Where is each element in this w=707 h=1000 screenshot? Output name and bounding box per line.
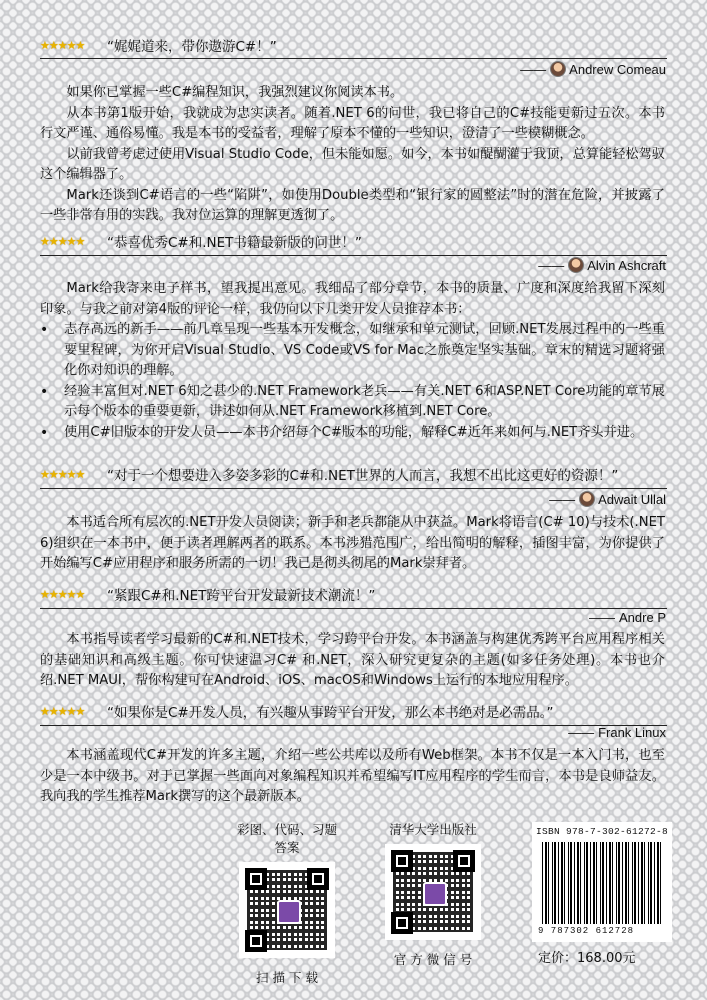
rating-stars: ★★★★★ — [40, 235, 85, 248]
download-qr-block — [232, 820, 342, 986]
rating-stars: ★★★★★ — [40, 588, 85, 601]
divider — [40, 58, 667, 59]
list-item: • 使用C#旧版本的开发人员——本书介绍每个C#版本的功能，解释C#近年来如何与.NET齐头并进。 — [40, 423, 665, 444]
list-item: • 志存高远的新手——前几章呈现一些基本开发概念，如继承和单元测试，回顾.NET发展过程中的一些重要里程碑，为你开启Visual Studio、VS Code或VS for Mac之旅奠定坚实基础。章末的精选习题将强化你对知识的理解。 — [40, 320, 665, 382]
review-body: 本书适合所有层次的.NET开发人员阅读；新手和老兵都能从中获益。Mark将语言(C# 10)与技术(.NET 6)组织在一本书中，便于读者理解两者的联系。本书涉猎范围广，给出简明的解释，插图丰富，为你提供了开始编写C#应用程序和服务所需的一切！我已是彻头彻尾的Mark崇拜者。 — [40, 515, 665, 571]
reviewer-avatar-icon — [568, 257, 584, 273]
publisher-logo-icon — [423, 882, 447, 906]
list-item: • 经验丰富但对.NET 6知之甚少的.NET Framework老兵——有关.NET 6和ASP.NET Core功能的章节展示每个版本的重要更新，讲述如何从.NET Framework移植到.NET Core。 — [40, 382, 665, 423]
barcode-number: 9 787302 612728 — [538, 926, 635, 936]
review-quote: “对于一个想要进入多姿多彩的C#和.NET世界的人而言，我想不出比这更好的资源！” — [107, 468, 619, 484]
review-attribution: —— Alvin Ashcraft — [538, 258, 666, 273]
reviewer-name: Andre P — [619, 610, 666, 625]
rating-stars: ★★★★★ — [40, 705, 85, 718]
wechat-qr-code[interactable] — [387, 846, 479, 938]
divider — [40, 608, 667, 609]
qr-caption-bottom: 扫 描 下 载 — [256, 970, 318, 985]
review-quote: “恭喜优秀C#和.NET书籍最新版的问世！” — [107, 235, 362, 251]
reviewer-name: Andrew Comeau — [569, 62, 666, 77]
review-quote: “娓娓道来，带你遨游C#！” — [107, 39, 277, 55]
review-body: 如果你已掌握一些C#编程知识，我强烈建议你阅读本书。 从本书第1版开始，我就成为忠实读者。随着.NET 6的问世，我已将自己的C#技能更新过五次。本书行文严谨、通俗易懂。我是本书的受益者，理解了原本不懂的一些知识，澄清了一些模糊概念。 以前我曾考虑过使用Visual Studio Code，但未能如愿。如今，本书如醍醐灌于我顶，总算能轻松驾驭这个编辑器了。 Mark还谈到C#语言的一些“陷阱”，如使用Double类型和“银行家的圆整法”时的潜在危险，并披露了一些非常有用的实践。我对位运算的理解更透彻了。 — [40, 85, 665, 223]
qr-caption-bottom: 官 方 微 信 号 — [393, 952, 473, 967]
review-body: 本书涵盖现代C#开发的许多主题，介绍一些公共库以及所有Web框架。本书不仅是一本入门书，也至少是一本中级书。对于已掌握一些面向对象编程知识并希望编写IT应用程序的学生而言，本书是良师益友。我向我的学生推荐Mark撰写的这个最新版本。 — [40, 748, 665, 804]
download-qr-code[interactable] — [241, 864, 333, 956]
review-body: 本书指导读者学习最新的C#和.NET技术，学习跨平台开发。本书涵盖与构建优秀跨平台应用程序相关的基础知识和高级主题。你可快速温习C# 和.NET，深入研究更复杂的主题(如多任务处理)。本书也介绍.NET MAUI，帮你构建可在Android、iOS、macOS和Windows上运行的本地应用程序。 — [40, 632, 665, 688]
divider — [40, 488, 667, 489]
divider — [40, 255, 667, 256]
reviewer-avatar-icon — [579, 491, 595, 507]
qr-caption-top: 彩图、代码、习题答案 — [236, 822, 337, 855]
rating-stars: ★★★★★ — [40, 468, 85, 481]
barcode — [542, 842, 662, 924]
wechat-qr-block — [378, 820, 488, 968]
rating-stars: ★★★★★ — [40, 39, 85, 52]
reviewer-avatar-icon — [550, 61, 566, 77]
qr-caption-top: 清华大学出版社 — [389, 822, 477, 837]
price: 定价：168.00元 — [538, 951, 636, 966]
recommendation-list — [40, 320, 665, 443]
reviewer-name: Adwait Ullal — [598, 492, 666, 507]
review-attribution: —— Andrew Comeau — [520, 62, 666, 77]
review-quote: “如果你是C#开发人员，有兴趣从事跨平台开发，那么本书绝对是必需品。” — [107, 705, 554, 721]
reviewer-name: Frank Linux — [598, 725, 666, 740]
isbn-barcode-block — [532, 822, 672, 980]
review-body: Mark给我寄来电子样书，望我提出意见。我细品了部分章节，本书的质量、广度和深度给我留下深刻印象。与我之前对第4版的评论一样，我仍向以下几类开发人员推荐本书： • 志存高远的新手——前几章呈现一些基本开发概念，如继承和单元测试，回顾.NET发展过程中的一些重要里程碑，为你开启Visual Studio、VS Code或VS for Mac之旅奠定坚实基础。章末的精选习题将强化你对知识的理解。 • 经验丰富但对.NET 6知之甚少的.NET Framework老兵——有关.NET 6和ASP.NET Core功能的章节展示每个版本的重要更新，讲述如何从.NET Framework移植到.NET Core。 • 使用C#旧版本的开发人员——本书介绍每个C#版本的功能，解释C#近年来如何与.NET齐头并进。 — [40, 279, 665, 443]
review-attribution: —— Andre P — [589, 610, 666, 625]
isbn-text: ISBN 978-7-302-61272-8 — [536, 826, 669, 837]
reviewer-name: Alvin Ashcraft — [587, 258, 666, 273]
publisher-logo-icon — [277, 900, 301, 924]
review-attribution: —— Adwait Ullal — [549, 492, 666, 507]
review-quote: “紧跟C#和.NET跨平台开发最新技术潮流！” — [107, 588, 376, 604]
review-attribution: —— Frank Linux — [568, 725, 666, 740]
